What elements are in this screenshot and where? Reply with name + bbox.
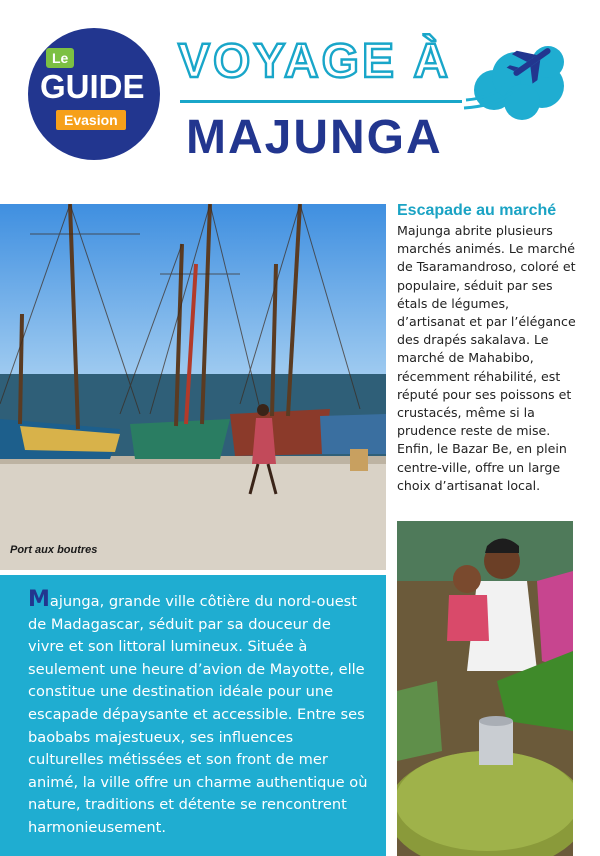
badge-guide-label: GUIDE [40,68,145,105]
plane-cloud-icon [462,28,574,128]
title-underline [180,100,462,103]
intro-paragraph [28,589,370,840]
port-photo [0,204,386,570]
title-majunga: MAJUNGA [186,111,443,164]
intro-dropcap: M [28,587,50,612]
port-illustration [0,204,386,570]
escapade-paragraph: Majunga abrite plusieurs marchés animés. Le marché de Tsaramandroso, coloré et populaire, séduit par ses étals de légumes, d’artisanat et par l’élégance des drapés sakalava. Le marché de Mahabibo, récemment réhabilité, est réputé pour ses poissons et crustacés, même si la prudence reste de mise. Enfin, le Bazar Be, en plein centre-ville, offre un large choix d’artisanat local. [397,223,576,493]
intro-box [0,575,386,856]
market-illustration [397,521,573,856]
badge-le-label: Le [46,48,74,68]
intro-text: ajunga, grande ville côtière du nord-ouest de Madagascar, séduit par sa douceur de vivre et son littoral lumineux. Située à seulement une heure d’avion de Mayotte, elle constitue une destination idéale pour une escapade dépaysante et accessible. Entre ses baobabs majestueux, ses influences culturelles métissées et son front de mer animé, la ville offre un charme authentique où nature, traditions et détente se rencontrent harmonieusement. [28,593,368,836]
escapade-heading: Escapade au marché [397,202,557,219]
title-voyage: VOYAGE À [178,35,451,88]
port-caption: Port aux boutres [10,544,98,556]
badge-evasion-label: Evasion [56,110,126,130]
market-photo [397,521,573,856]
guide-evasion-badge [28,28,160,160]
